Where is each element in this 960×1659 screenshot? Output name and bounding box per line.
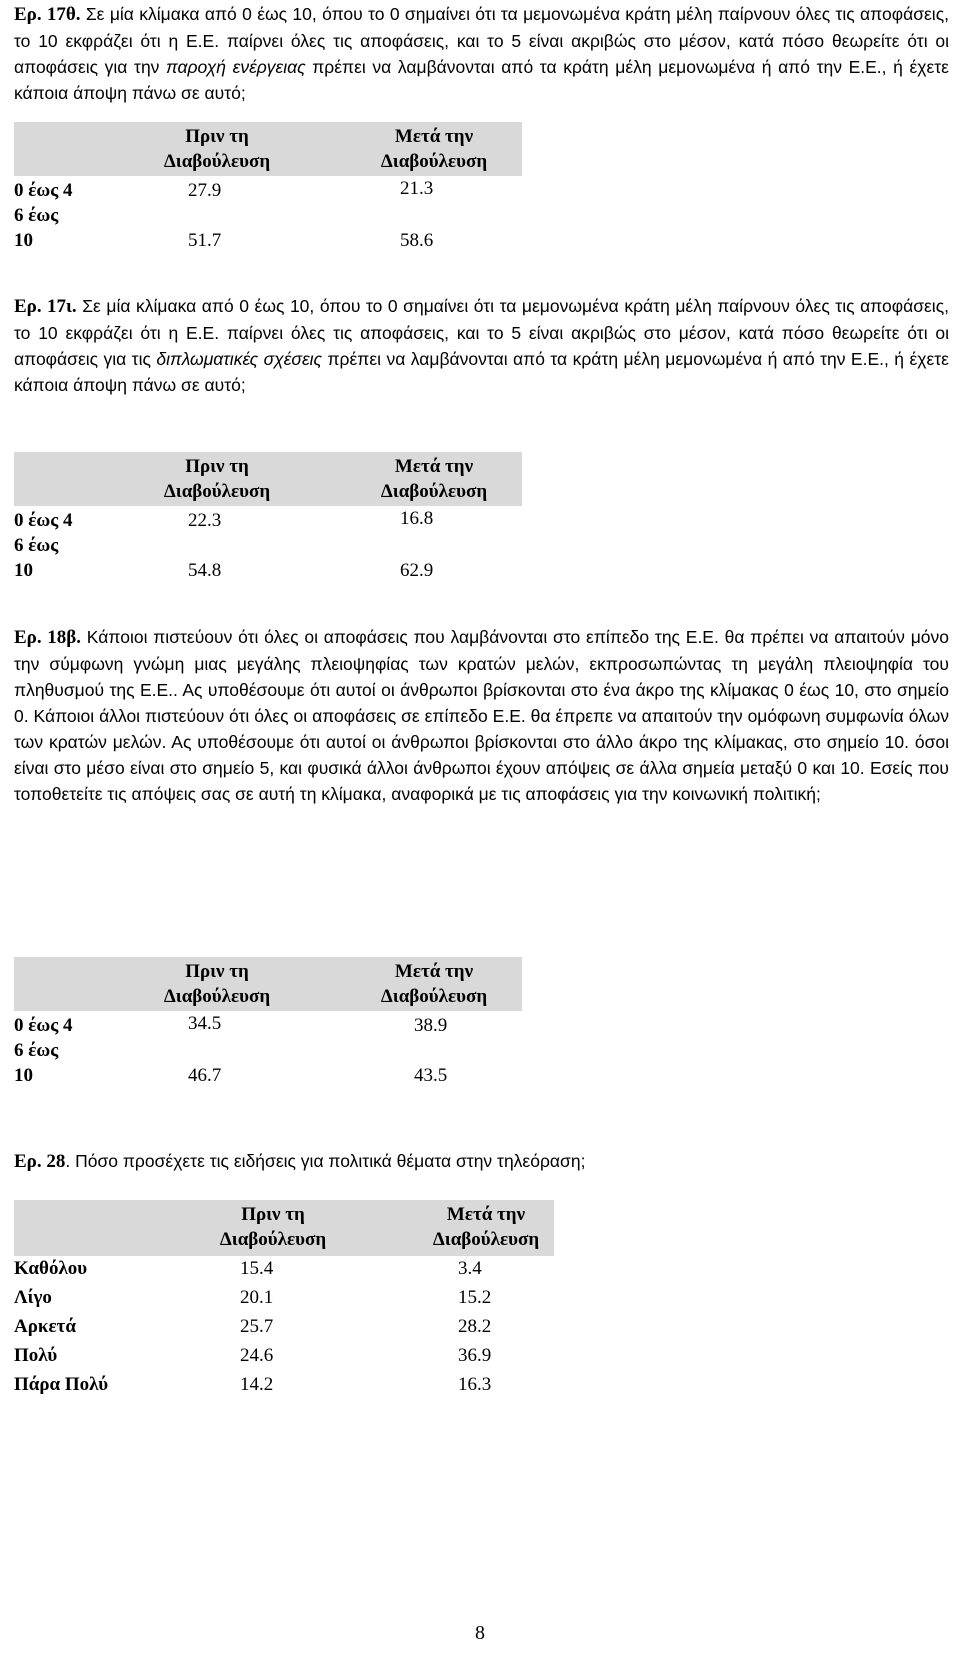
question-text-end: πρέπει να λαμβάνονται από τα κράτη μέλη μεμονωμένα ή από την Ε.Ε., ή έχετε κάποια άποψη πάνω σε αυτό;	[14, 56, 949, 103]
row-label: Καθόλου	[14, 1258, 88, 1279]
table-header	[14, 957, 522, 1011]
value-after: 43.5	[414, 1065, 448, 1086]
value-after: 62.9	[400, 560, 434, 581]
question-emphasis: διπλωματικές σχέσεις	[156, 348, 323, 369]
value-after: 36.9	[458, 1345, 492, 1366]
question-number: Ερ. 17θ.	[14, 3, 81, 25]
header-after: Μετά την Διαβούλευση	[432, 1204, 540, 1250]
table-row	[14, 176, 522, 226]
row-label: 6 έως 10	[14, 1040, 59, 1086]
table-row	[14, 1372, 554, 1401]
question-number: Ερ. 17ι.	[14, 295, 77, 317]
value-before: 14.2	[240, 1374, 274, 1395]
table-row	[14, 1285, 554, 1314]
row-label: Πολύ	[14, 1345, 58, 1366]
question-number: Ερ. 18β.	[14, 626, 82, 648]
table-row	[14, 205, 522, 256]
question-text-end: πρέπει να λαμβάνονται από τα κράτη μέλη μεμονωμένα ή από την Ε.Ε., ή έχετε κάποια άποψη πάνω σε αυτό;	[14, 348, 949, 395]
row-label: 6 έως 10	[14, 205, 59, 251]
table-row	[14, 1343, 554, 1372]
table-row	[14, 535, 522, 586]
value-after: 16.8	[400, 508, 434, 529]
value-after: 38.9	[414, 1015, 448, 1036]
question-28	[14, 1148, 949, 1175]
value-before: 20.1	[240, 1287, 274, 1308]
row-label: 0 έως 4	[14, 1015, 73, 1036]
question-18b	[14, 624, 949, 807]
question-emphasis: παροχή ενέργειας	[166, 56, 306, 77]
page-number: 8	[475, 1622, 485, 1644]
header-before: Πριν τη Διαβούλευση	[163, 126, 271, 172]
results-table-17i	[14, 452, 522, 586]
value-after: 16.3	[458, 1374, 492, 1395]
header-before: Πριν τη Διαβούλευση	[219, 1204, 327, 1250]
value-after: 21.3	[400, 178, 434, 199]
question-text: Κάποιοι πιστεύουν ότι όλες οι αποφάσεις που λαμβάνονται στο επίπεδο της Ε.Ε. θα πρέπει να απαιτούν μόνο την σύμφωνη γνώμη μιας μεγάλης πλειοψηφίας των κρατών μελών, εκπροσωπώντας τη μεγάλη πλειοψηφία του πληθυσμού της Ε.Ε.. Ας υποθέσουμε ότι αυτοί οι άνθρωποι βρίσκονται στο ένα άκρο της κλίμακας 0 έως 10, στο σημείο 0. Κάποιοι άλλοι πιστεύουν ότι όλες οι αποφάσεις σε επίπεδο Ε.Ε. θα έπρεπε να απαιτούν την ομόφωνη συμφωνία όλων των κρατών μελών. Ας υποθέσουμε ότι αυτοί οι άνθρωποι βρίσκονται στο άλλο άκρο της κλίμακας, στο σημείο 10. όσοι είναι στο μέσο είναι στο σημείο 5, και φυσικά άλλοι άνθρωποι έχουν απόψεις σε άλλα σημεία μεταξύ 0 και 10. Εσείς που τοποθετείτε τις απόψεις σας σε αυτή τη κλίμακα, αναφορικά με τις αποφάσεις για την κοινωνική πολιτική;	[14, 626, 950, 804]
value-before: 51.7	[188, 230, 222, 251]
row-label: 0 έως 4	[14, 510, 73, 531]
value-after: 28.2	[458, 1316, 492, 1337]
question-text: . Πόσο προσέχετε τις ειδήσεις για πολιτικά θέματα στην τηλεόραση;	[65, 1150, 586, 1171]
row-label: Λίγο	[14, 1287, 52, 1308]
question-17i	[14, 293, 949, 398]
results-table-28	[14, 1200, 554, 1401]
value-before: 22.3	[188, 510, 222, 531]
row-label: Πάρα Πολύ	[14, 1374, 109, 1395]
row-label: Αρκετά	[14, 1316, 76, 1337]
value-before: 54.8	[188, 560, 222, 581]
value-before: 27.9	[188, 180, 222, 201]
header-before: Πριν τη Διαβούλευση	[163, 456, 271, 502]
question-17th	[14, 1, 949, 106]
table-row	[14, 1314, 554, 1343]
value-after: 58.6	[400, 230, 434, 251]
header-after: Μετά την Διαβούλευση	[380, 126, 488, 172]
value-before: 46.7	[188, 1065, 222, 1086]
value-before: 15.4	[240, 1258, 274, 1279]
row-label: 6 έως 10	[14, 535, 59, 581]
value-before: 25.7	[240, 1316, 274, 1337]
question-text: Σε μία κλίμακα από 0 έως 10, όπου το 0 σημαίνει ότι τα μεμονωμένα κράτη μέλη παίρνουν όλες τις αποφάσεις, το 10 εκφράζει ότι η Ε.Ε. παίρνει όλες τις αποφάσεις, και το 5 είναι ακριβώς στο μέσον, κατά πόσο θεωρείτε ότι οι αποφάσεις για τις	[14, 295, 949, 369]
question-text: Σε μία κλίμακα από 0 έως 10, όπου το 0 σημαίνει ότι τα μεμονωμένα κράτη μέλη παίρνουν όλες τις αποφάσεις, το 10 εκφράζει ότι η Ε.Ε. παίρνει όλες τις αποφάσεις, και το 5 είναι ακριβώς στο μέσον, κατά πόσο θεωρείτε ότι οι αποφάσεις για την	[14, 3, 949, 77]
table-row	[14, 506, 522, 556]
value-after: 15.2	[458, 1287, 492, 1308]
row-label: 0 έως 4	[14, 180, 73, 201]
results-table-18b	[14, 957, 522, 1091]
table-header	[14, 122, 522, 176]
header-after: Μετά την Διαβούλευση	[380, 961, 488, 1007]
table-row	[14, 1256, 554, 1285]
question-number: Ερ. 28	[14, 1150, 66, 1172]
results-table-17th	[14, 122, 522, 256]
value-before: 34.5	[188, 1013, 222, 1034]
table-row	[14, 1040, 522, 1091]
header-before: Πριν τη Διαβούλευση	[163, 961, 271, 1007]
table-row	[14, 1011, 522, 1061]
value-after: 3.4	[458, 1258, 482, 1279]
value-before: 24.6	[240, 1345, 274, 1366]
header-after: Μετά την Διαβούλευση	[380, 456, 488, 502]
table-header	[14, 452, 522, 506]
table-header	[14, 1200, 554, 1256]
